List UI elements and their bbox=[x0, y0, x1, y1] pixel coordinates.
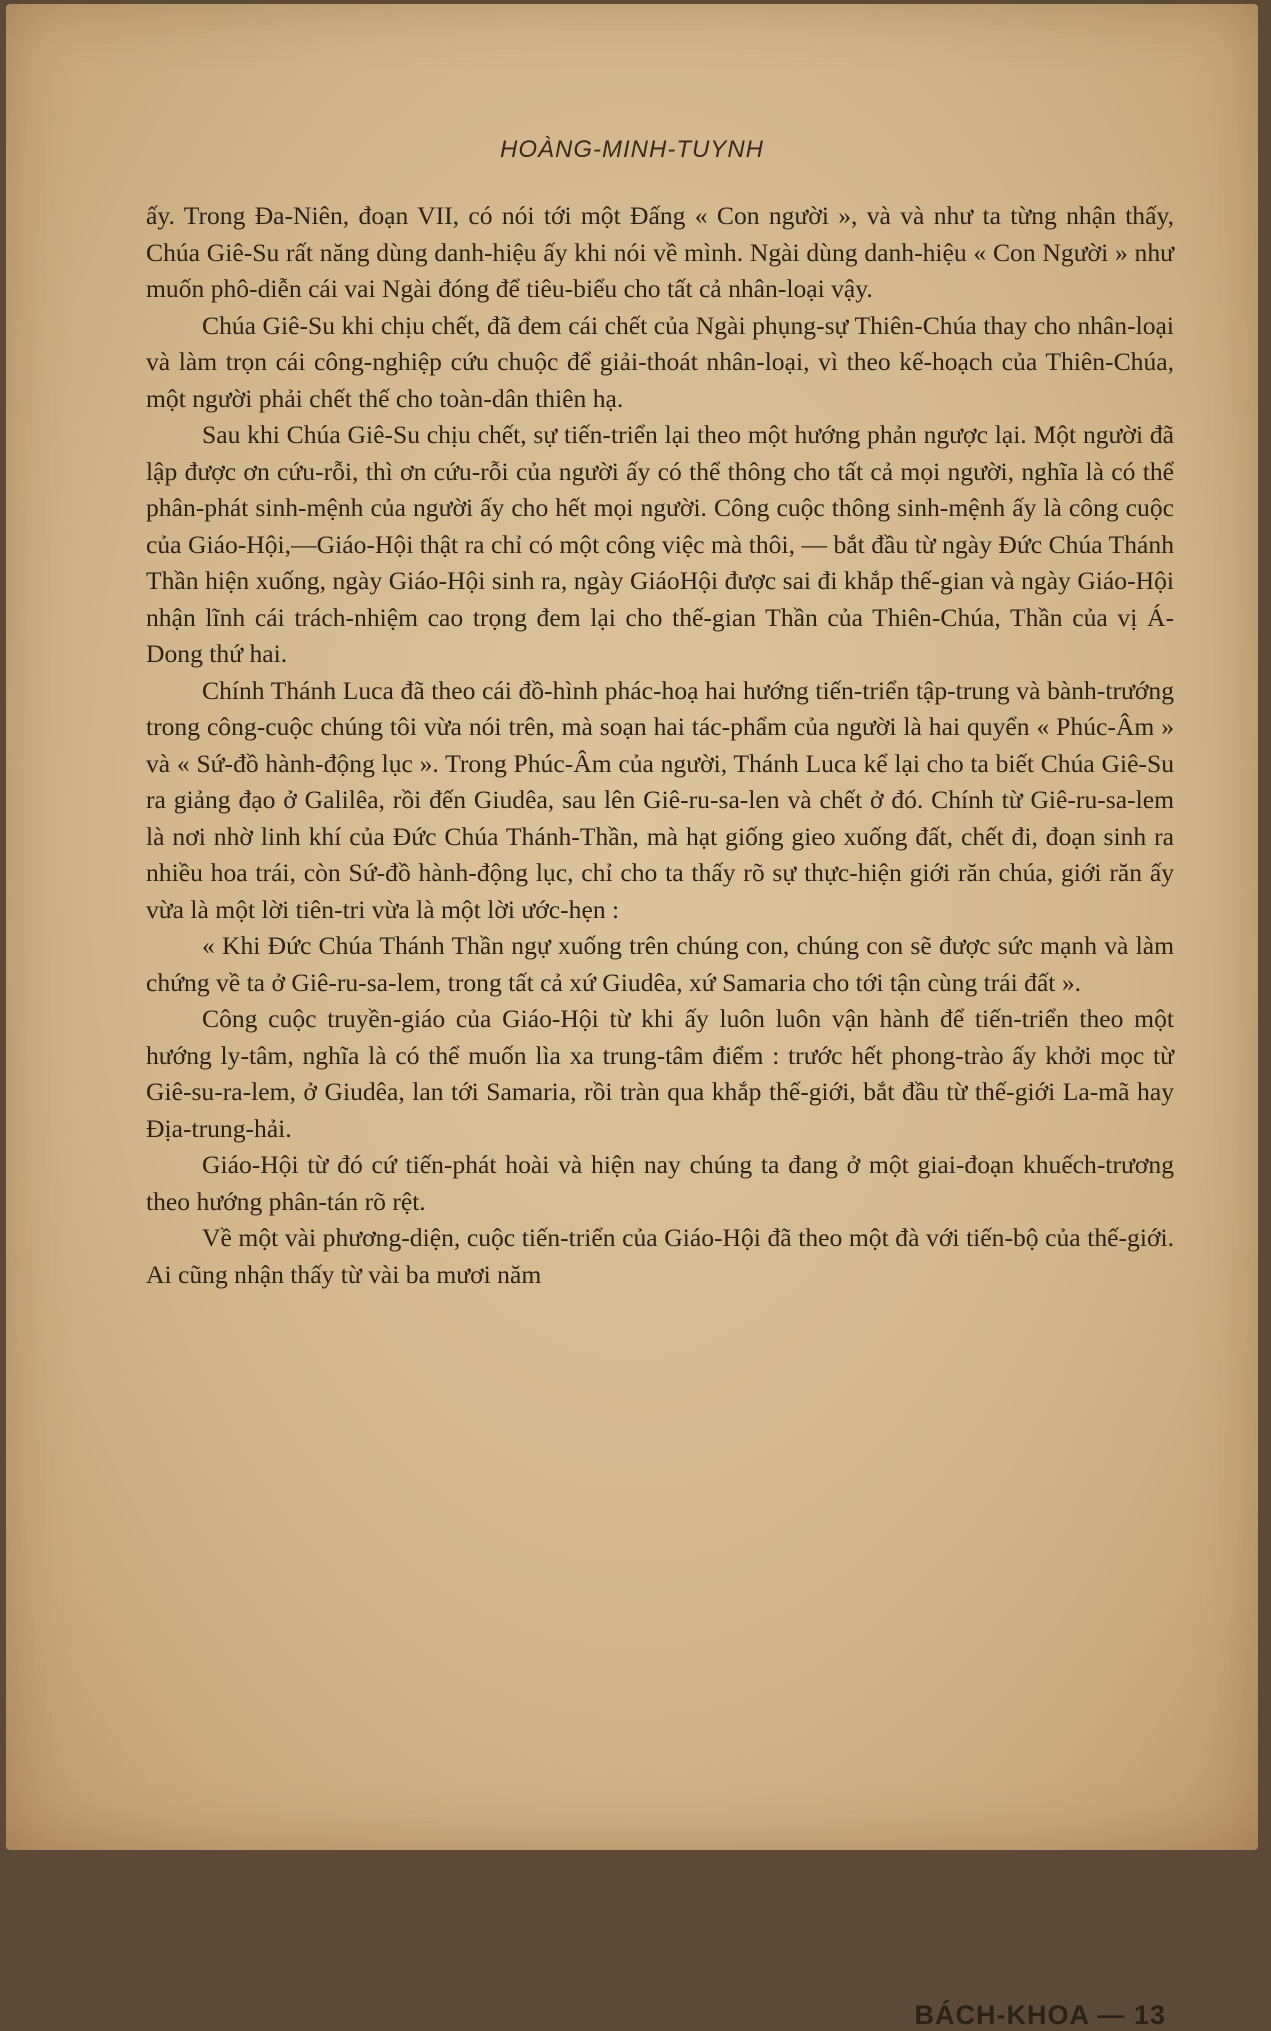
paragraph-1: ấy. Trong Đa-Niên, đoạn VII, có nói tới một Đấng « Con người », và và như ta từng nhận thấy, Chúa Giê-Su rất năng dùng danh-hiệu ấy khi nói về mình. Ngài dùng danh-hiệu « Con Người » như muốn phô-diễn cái vai Ngài đóng để tiêu-biểu cho tất cả nhân-loại vậy. bbox=[146, 201, 1174, 303]
running-header: HOÀNG-MINH-TUYNH bbox=[500, 136, 764, 163]
body-text bbox=[146, 198, 1174, 1293]
paragraph-3: Sau khi Chúa Giê-Su chịu chết, sự tiến-triển lại theo một hướng phản ngược lại. Một người đã lập được ơn cứu-rỗi, thì ơn cứu-rỗi của người ấy có thể thông cho tất cả mọi người, nghĩa là có thể phân-phát sinh-mệnh của người ấy cho hết mọi người. Công cuộc thông sinh-mệnh ấy là công cuộc của Giáo-Hội,—Giáo-Hội thật ra chỉ có một công việc mà thôi, — bắt đầu từ ngày Đức Chúa Thánh Thần hiện xuống, ngày Giáo-Hội sinh ra, ngày GiáoHội được sai đi khắp thế-gian và ngày Giáo-Hội nhận lĩnh cái trách-nhiệm cao trọng đem lại cho thế-gian Thần của Thiên-Chúa, Thần của vị Á-Dong thứ hai. bbox=[146, 420, 1174, 668]
paragraph-8: Về một vài phương-diện, cuộc tiến-triển của Giáo-Hội đã theo một đà với tiến-bộ của thế-giới. Ai cũng nhận thấy từ vài ba mươi năm bbox=[146, 1223, 1174, 1289]
page-footer: BÁCH-KHOA — 13 bbox=[914, 2000, 1166, 2030]
paragraph-5-quote: « Khi Đức Chúa Thánh Thần ngự xuống trên chúng con, chúng con sẽ được sức mạnh và làm chứng về ta ở Giê-ru-sa-lem, trong tất cả xứ Giudêa, xứ Samaria cho tới tận cùng trái đất ». bbox=[146, 931, 1174, 997]
paragraph-2: Chúa Giê-Su khi chịu chết, đã đem cái chết của Ngài phụng-sự Thiên-Chúa thay cho nhân-loại và làm trọn cái công-nghiệp cứu chuộc để giải-thoát nhân-loại, vì theo kế-hoạch của Thiên-Chúa, một người phải chết thế cho toàn-dân thiên hạ. bbox=[146, 310, 1174, 413]
paragraph-4: Chính Thánh Luca đã theo cái đồ-hình phác-hoạ hai hướng tiến-triển tập-trung và bành-trướng trong công-cuộc chúng tôi vừa nói trên, mà soạn hai tác-phẩm của người là hai quyển « Phúc-Âm » và « Sứ-đồ hành-động lục ». Trong Phúc-Âm của người, Thánh Luca kể lại cho ta biết Chúa Giê-Su ra giảng đạo ở Galilêa, rồi đến Giudêa, sau lên Giê-ru-sa-len và chết ở đó. Chính từ Giê-ru-sa-lem là nơi nhờ linh khí của Đức Chúa Thánh-Thần, mà hạt giống gieo xuống đất, chết đi, đoạn sinh ra nhiều hoa trái, còn Sứ-đồ hành-động lục, chỉ cho ta thấy rõ sự thực-hiện giới răn chúa, giới răn ấy vừa là một lời tiên-tri vừa là một lời ước-hẹn : bbox=[146, 675, 1174, 924]
paragraph-6: Công cuộc truyền-giáo của Giáo-Hội từ khi ấy luôn luôn vận hành để tiến-triển theo một hướng ly-tâm, nghĩa là có thể muốn lìa xa trung-tâm điểm : trước hết phong-trào ấy khởi mọc từ Giê-su-ra-lem, ở Giudêa, lan tới Samaria, rồi tràn qua khắp thế-giới, bắt đầu từ thế-giới La-mã hay Địa-trung-hải. bbox=[146, 1004, 1174, 1143]
paragraph-7: Giáo-Hội từ đó cứ tiến-phát hoài và hiện nay chúng ta đang ở một giai-đoạn khuếch-trương theo hướng phân-tán rõ rệt. bbox=[146, 1150, 1174, 1216]
book-page bbox=[6, 4, 1258, 2030]
